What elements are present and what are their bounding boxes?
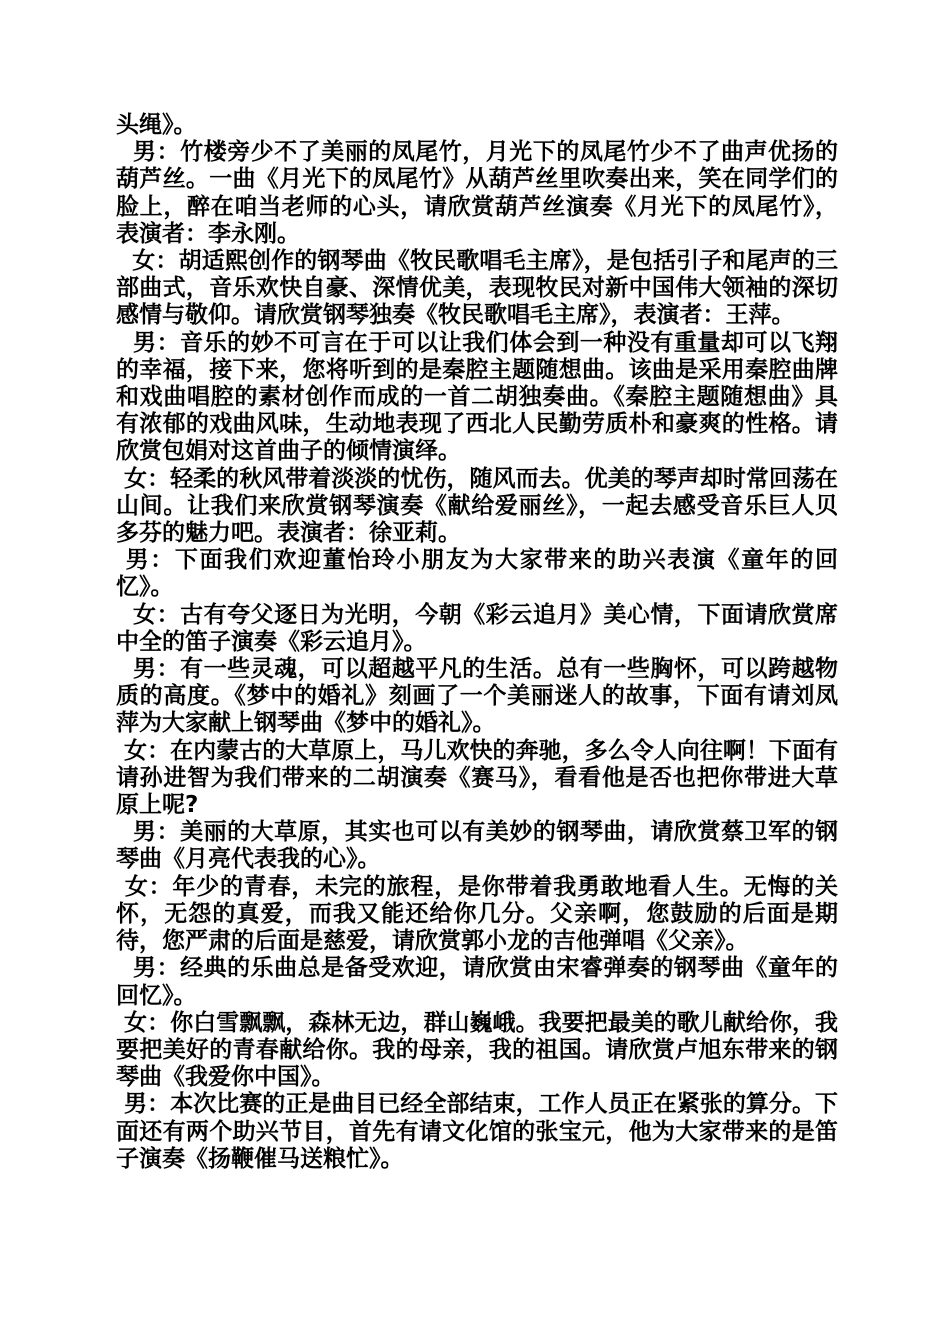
indent [116, 819, 133, 845]
paragraph-text: 男：竹楼旁少不了美丽的凤尾竹，月光下的凤尾竹少不了曲声优扬的葫芦丝。一曲《月光下的凤尾竹》从葫芦丝里吹奏出来，笑在同学们的脸上，醉在咱当老师的心头，请欣赏葫芦丝演奏《月光下的凤尾竹》，表演者：李永刚。 [116, 139, 838, 247]
paragraph-text: 男：有一些灵魂，可以超越平凡的生活。总有一些胸怀，可以跨越物质的高度。《梦中的婚礼》刻画了一个美丽迷人的故事，下面有请刘凤萍为大家献上钢琴曲《梦中的婚礼》。 [116, 656, 838, 737]
paragraph-female-host [116, 738, 838, 820]
paragraph-male-host [116, 330, 838, 466]
paragraph-text: 男：经典的乐曲总是备受欢迎，请欣赏由宋睿弹奏的钢琴曲《童年的回忆》。 [116, 955, 838, 1009]
indent [116, 330, 133, 356]
paragraph-male-host [116, 656, 838, 738]
paragraph-text: 头绳》。 [116, 112, 197, 138]
indent [116, 1091, 124, 1117]
indent [116, 139, 133, 165]
paragraph-text: 男：音乐的妙不可言在于可以让我们体会到一种没有重量却可以飞翔的幸福，接下来，您将听到的是秦腔主题随想曲。该曲是采用秦腔曲牌和戏曲唱腔的素材创作而成的一首二胡独奏曲。《秦腔主题随想曲》具有浓郁的戏曲风味，生动地表现了西北人民勤劳质朴和豪爽的性格。请欣赏包娟对这首曲子的倾情演绎。 [116, 329, 838, 465]
paragraph-female-host [116, 874, 838, 956]
paragraph-female-host [116, 466, 838, 548]
paragraph-text: 女：在内蒙古的大草原上，马儿欢快的奔驰，多么令人向往啊！下面有请孙进智为我们带来的二胡演奏《赛马》，看看他是否也把你带进大草原上呢? [116, 737, 838, 819]
paragraph-text: 男：美丽的大草原，其实也可以有美妙的钢琴曲，请欣赏蔡卫军的钢琴曲《月亮代表我的心》。 [116, 819, 838, 873]
indent [116, 656, 133, 682]
paragraph-text: 男：下面我们欢迎董怡玲小朋友为大家带来的助兴表演《童年的回忆》。 [116, 547, 839, 601]
document-body [116, 112, 838, 1173]
indent [116, 955, 133, 981]
paragraph-female-host [116, 248, 838, 330]
paragraph-female-host [116, 1010, 838, 1092]
paragraph-text: 女：胡适熙创作的钢琴曲《牧民歌唱毛主席》，是包括引子和尾声的三部曲式，音乐欢快自豪、深情优美，表现牧民对新中国伟大领袖的深切感情与敬仰。请欣赏钢琴独奏《牧民歌唱毛主席》，表演者：王萍。 [116, 248, 839, 329]
paragraph-male-host [116, 819, 838, 873]
indent [116, 874, 125, 900]
indent [116, 547, 126, 573]
indent [116, 466, 124, 492]
indent [116, 1010, 124, 1036]
paragraph-text: 女：你白雪飘飘，森林无边，群山巍峨。我要把最美的歌儿献给你，我要把美好的青春献给你。我的母亲，我的祖国。请欣赏卢旭东带来的钢琴曲《我爱你中国》。 [116, 1009, 838, 1091]
indent [116, 738, 124, 764]
paragraph-male-host [116, 1091, 838, 1173]
paragraph-male-host [116, 547, 838, 601]
indent [116, 248, 132, 274]
indent [116, 602, 133, 628]
paragraph-text: 女：轻柔的秋风带着淡淡的忧伤，随风而去。优美的琴声却时常回荡在山间。让我们来欣赏钢琴演奏《献给爱丽丝》，一起去感受音乐巨人贝多芬的魅力吧。表演者：徐亚莉。 [116, 465, 838, 547]
paragraph-male-host [116, 139, 838, 248]
paragraph-male-host [116, 955, 838, 1009]
paragraph-text: 男：本次比赛的正是曲目已经全部结束，工作人员正在紧张的算分。下面还有两个助兴节目，首先有请文化馆的张宝元，他为大家带来的是笛子演奏《扬鞭催马送粮忙》。 [116, 1091, 838, 1172]
paragraph-text: 女：古有夸父逐日为光明，今朝《彩云追月》美心情，下面请欣赏席中全的笛子演奏《彩云追月》。 [116, 601, 838, 655]
paragraph-female-host [116, 602, 838, 656]
paragraph-text: 女：年少的青春，未完的旅程，是你带着我勇敢地看人生。无悔的关怀，无怨的真爱，而我又能还给你几分。父亲啊，您鼓励的后面是期待，您严肃的后面是慈爱，请欣赏郭小龙的吉他弹唱《父亲》。 [116, 873, 838, 955]
paragraph [116, 112, 838, 139]
